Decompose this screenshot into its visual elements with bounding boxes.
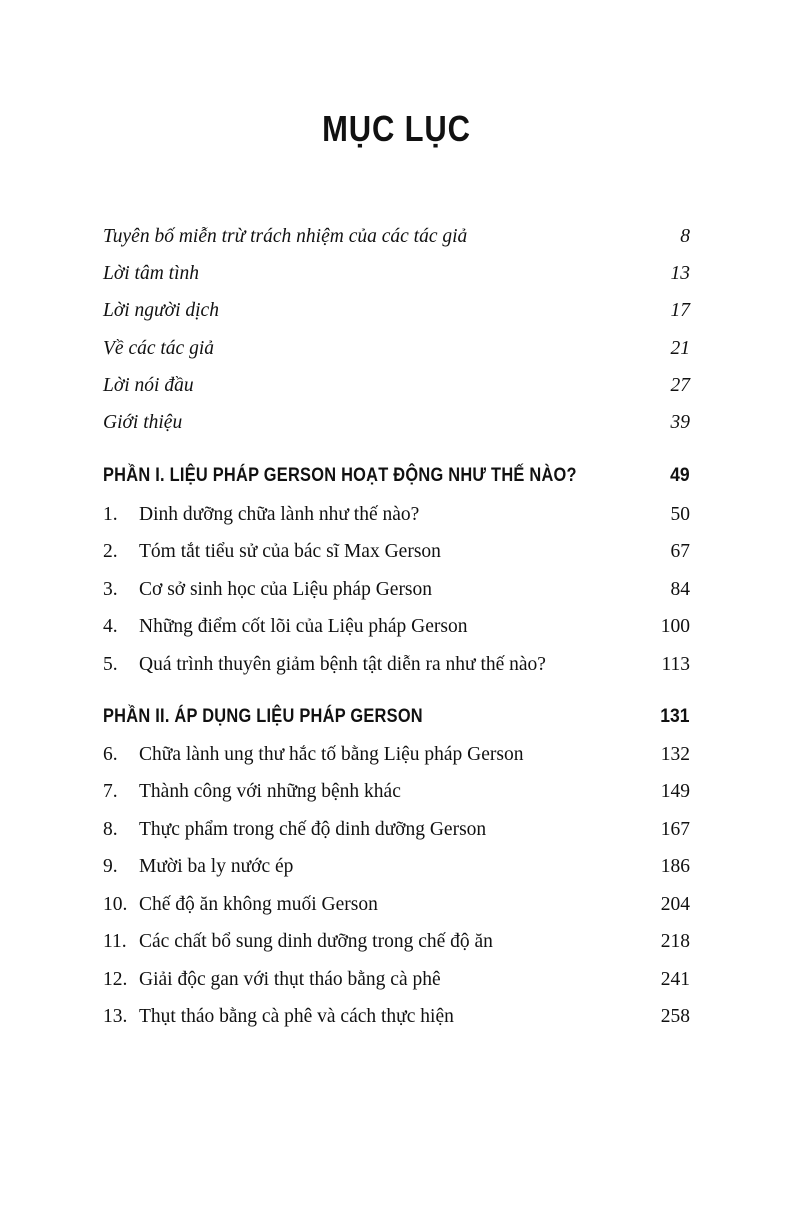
toc-chapter <box>103 575 690 605</box>
chapter-page: 218 <box>660 931 690 952</box>
chapter-number: 11. <box>103 931 127 952</box>
toc-entry-page: 17 <box>670 300 690 321</box>
chapter-page: 100 <box>660 616 690 637</box>
toc-entry-label: Giới thiệu <box>103 412 183 433</box>
toc-chapter <box>103 815 690 845</box>
chapter-page: 186 <box>660 856 690 877</box>
chapter-label: Thực phẩm trong chế độ dinh dưỡng Gerson <box>139 819 487 840</box>
chapter-number: 6. <box>103 744 118 765</box>
chapter-number: 12. <box>103 969 128 990</box>
chapter-page: 113 <box>661 654 690 675</box>
chapter-label: Chế độ ăn không muối Gerson <box>139 894 378 915</box>
chapter-number: 5. <box>103 654 118 675</box>
toc-entry-page: 21 <box>670 338 690 359</box>
toc-chapter <box>103 650 690 680</box>
chapter-number: 1. <box>103 504 118 525</box>
chapter-number: 9. <box>103 856 118 877</box>
page-title: MỤC LỤC <box>322 108 471 149</box>
toc-entry-front <box>103 371 690 401</box>
toc-chapter <box>103 927 690 957</box>
toc-chapter <box>103 852 690 882</box>
chapter-page: 167 <box>660 819 690 840</box>
toc-entry-label: Lời tâm tình <box>103 263 200 284</box>
chapter-number: 10. <box>103 894 128 915</box>
toc-entry-label: Lời người dịch <box>103 300 219 321</box>
chapter-number: 4. <box>103 616 118 637</box>
chapter-number: 3. <box>103 579 118 600</box>
chapter-label: Mười ba ly nước ép <box>139 856 294 877</box>
toc-chapter <box>103 537 690 567</box>
chapter-page: 84 <box>670 579 690 600</box>
toc-entry-label: Tuyên bố miễn trừ trách nhiệm của các tác giả <box>103 226 468 247</box>
chapter-label: Chữa lành ung thư hắc tố bằng Liệu pháp Gerson <box>139 744 524 765</box>
toc-entry-front <box>103 296 690 326</box>
chapter-label: Quá trình thuyên giảm bệnh tật diễn ra như thế nào? <box>139 654 546 675</box>
chapter-number: 8. <box>103 819 118 840</box>
toc-chapter <box>103 1002 690 1032</box>
toc-entry-page: 13 <box>670 263 690 284</box>
chapter-label: Cơ sở sinh học của Liệu pháp Gerson <box>139 579 433 600</box>
toc-chapter <box>103 777 690 807</box>
chapter-number: 13. <box>103 1006 128 1027</box>
toc-entry-page: 8 <box>680 226 690 247</box>
toc-chapter <box>103 740 690 770</box>
toc-entry-label: Lời nói đầu <box>103 375 194 396</box>
toc-entry-label: Về các tác giả <box>103 338 214 359</box>
chapter-number: 2. <box>103 541 118 562</box>
toc-entry-page: 39 <box>670 412 690 433</box>
toc-chapter <box>103 500 690 530</box>
toc-chapter <box>103 890 690 920</box>
toc-part-heading <box>103 460 690 490</box>
part-label: PHẦN I. LIỆU PHÁP GERSON HOẠT ĐỘNG NHƯ THẾ NÀO? <box>103 464 577 486</box>
part-page: 131 <box>660 705 690 727</box>
toc-entry-front <box>103 408 690 438</box>
chapter-label: Dinh dưỡng chữa lành như thế nào? <box>139 504 420 525</box>
toc-chapter <box>103 965 690 995</box>
chapter-page: 241 <box>660 969 690 990</box>
toc-chapter <box>103 612 690 642</box>
chapter-label: Thụt tháo bằng cà phê và cách thực hiện <box>139 1006 454 1027</box>
chapter-label: Những điểm cốt lõi của Liệu pháp Gerson <box>139 616 468 637</box>
chapter-page: 132 <box>660 744 690 765</box>
chapter-page: 149 <box>660 781 690 802</box>
toc-entry-page: 27 <box>670 375 690 396</box>
toc-page <box>103 0 690 1224</box>
chapter-label: Thành công với những bệnh khác <box>139 781 401 802</box>
chapter-page: 67 <box>670 541 690 562</box>
toc-entry-front <box>103 259 690 289</box>
chapter-page: 204 <box>660 894 690 915</box>
toc-entry-front <box>103 222 690 252</box>
chapter-number: 7. <box>103 781 118 802</box>
chapter-label: Giải độc gan với thụt tháo bằng cà phê <box>139 969 441 990</box>
chapter-label: Các chất bổ sung dinh dưỡng trong chế độ ăn <box>139 931 493 952</box>
toc-part-heading <box>103 701 690 731</box>
part-page: 49 <box>670 464 690 486</box>
chapter-label: Tóm tắt tiểu sử của bác sĩ Max Gerson <box>139 541 441 562</box>
chapter-page: 50 <box>670 504 690 525</box>
chapter-page: 258 <box>660 1006 690 1027</box>
toc-entry-front <box>103 334 690 364</box>
part-label: PHẦN II. ÁP DỤNG LIỆU PHÁP GERSON <box>103 705 423 727</box>
